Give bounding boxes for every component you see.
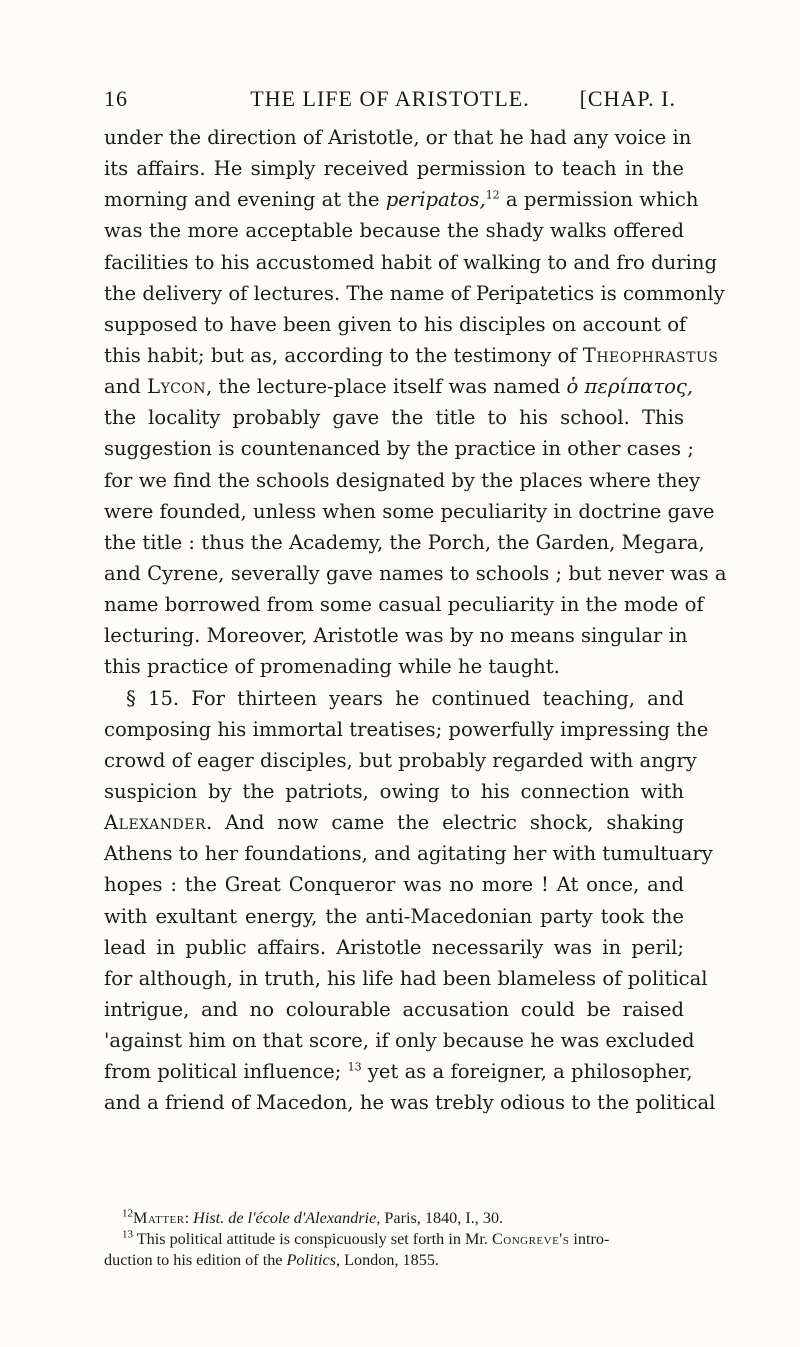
text-line: composing his immortal treatises; powerfully impressing the — [104, 717, 709, 741]
text-line: and a friend of Macedon, he was trebly odious to the political — [104, 1091, 716, 1115]
text-line: morning and evening at the peripatos,$^{12}$ a permission which — [104, 188, 699, 212]
small-caps-name: Lycon — [147, 375, 207, 399]
text-line: and Lycon, the lecture-place itself was named ὁ περίπατος, — [104, 375, 694, 399]
footnotes — [104, 1208, 684, 1271]
footnote-ref: 12 — [485, 188, 500, 202]
text-line: and Cyrene, severally gave names to schools ; but never was a — [104, 561, 727, 585]
text-line: the locality probably gave the title to his school. This — [104, 406, 684, 430]
text-line: from political influence; $^{13}$ yet as a foreigner, a philosopher, — [104, 1060, 693, 1084]
footnote-13: $^{13}$ This political attitude is conspicuously set forth in Mr. Congreve's intro- — [122, 1228, 610, 1248]
text-line: hopes : the Great Conqueror was no more ! At once, and — [104, 873, 684, 897]
text-line: lecturing. Moreover, Aristotle was by no means singular in — [104, 624, 688, 648]
footnote-12: $^{12}$Matter: Hist. de l'école d'Alexandrie, Paris, 1840, I., 30. — [122, 1207, 504, 1227]
text-line: were founded, unless when some peculiarity in doctrine gave — [104, 499, 715, 523]
section-start-line: § 15. For thirteen years he continued teaching, and — [126, 686, 684, 710]
text-line: Alexander. And now came the electric shock, shaking — [104, 811, 684, 835]
text-line: suggestion is countenanced by the practice in other cases ; — [104, 437, 694, 461]
text-line: lead in public affairs. Aristotle necessarily was in peril; — [104, 935, 684, 959]
text-line: this practice of promenading while he taught. — [104, 655, 560, 679]
footnote-number: 12 — [122, 1207, 133, 1220]
text-line: for we find the schools designated by the places where they — [104, 468, 701, 492]
text-line: with exultant energy, the anti-Macedonian party took the — [104, 904, 684, 928]
small-caps-name: Alexander — [104, 811, 206, 835]
footnote-author: Congreve's — [491, 1230, 570, 1248]
text-line: for although, in truth, his life had been blameless of political — [104, 966, 708, 990]
footnote-ref: 13 — [347, 1060, 362, 1074]
footnote-number: 13 — [122, 1228, 133, 1241]
text-line: supposed to have been given to his disciples on account of — [104, 312, 687, 336]
text-line: 'against him on that score, if only because he was excluded — [104, 1029, 695, 1053]
text-line: intrigue, and no colourable accusation could be raised — [104, 997, 684, 1021]
text-line: crowd of eager disciples, but probably regarded with angry — [104, 748, 697, 772]
footnote-author: Matter — [133, 1209, 185, 1227]
text-line: Athens to her foundations, and agitating her with tumultuary — [104, 842, 713, 866]
small-caps-name: Theophrastus — [582, 343, 719, 367]
footnote-13-continued: duction to his edition of the Politics, London, 1855. — [104, 1251, 439, 1269]
text-line: the delivery of lectures. The name of Peripatetics is commonly — [104, 281, 725, 305]
text-line: this habit; but as, according to the testimony of Theophrastus — [104, 343, 719, 367]
running-title: THE LIFE OF ARISTOTLE. — [250, 86, 530, 111]
text-line: the title : thus the Academy, the Porch, the Garden, Megara, — [104, 530, 705, 554]
running-header — [104, 86, 676, 116]
text-line: under the direction of Aristotle, or that he had any voice in — [104, 126, 692, 149]
italic-term: peripatos, — [385, 188, 486, 212]
text-line: its affairs. He simply received permission to teach in the — [104, 157, 684, 181]
footnote-work-title: Hist. de l'école d'Alexandrie — [193, 1209, 377, 1227]
footnote-work-title: Politics — [286, 1251, 337, 1269]
page-number: 16 — [104, 86, 128, 111]
text-line: suspicion by the patriots, owing to his connection with — [104, 779, 684, 803]
text-line: was the more acceptable because the shady walks offered — [104, 219, 684, 243]
body-text — [104, 122, 727, 1119]
text-line: name borrowed from some casual peculiarity in the mode of — [104, 593, 704, 617]
chapter-label: [CHAP. I. — [579, 86, 676, 111]
greek-term: ὁ περίπατος, — [566, 375, 694, 399]
text-line: facilities to his accustomed habit of walking to and fro during — [104, 250, 718, 274]
